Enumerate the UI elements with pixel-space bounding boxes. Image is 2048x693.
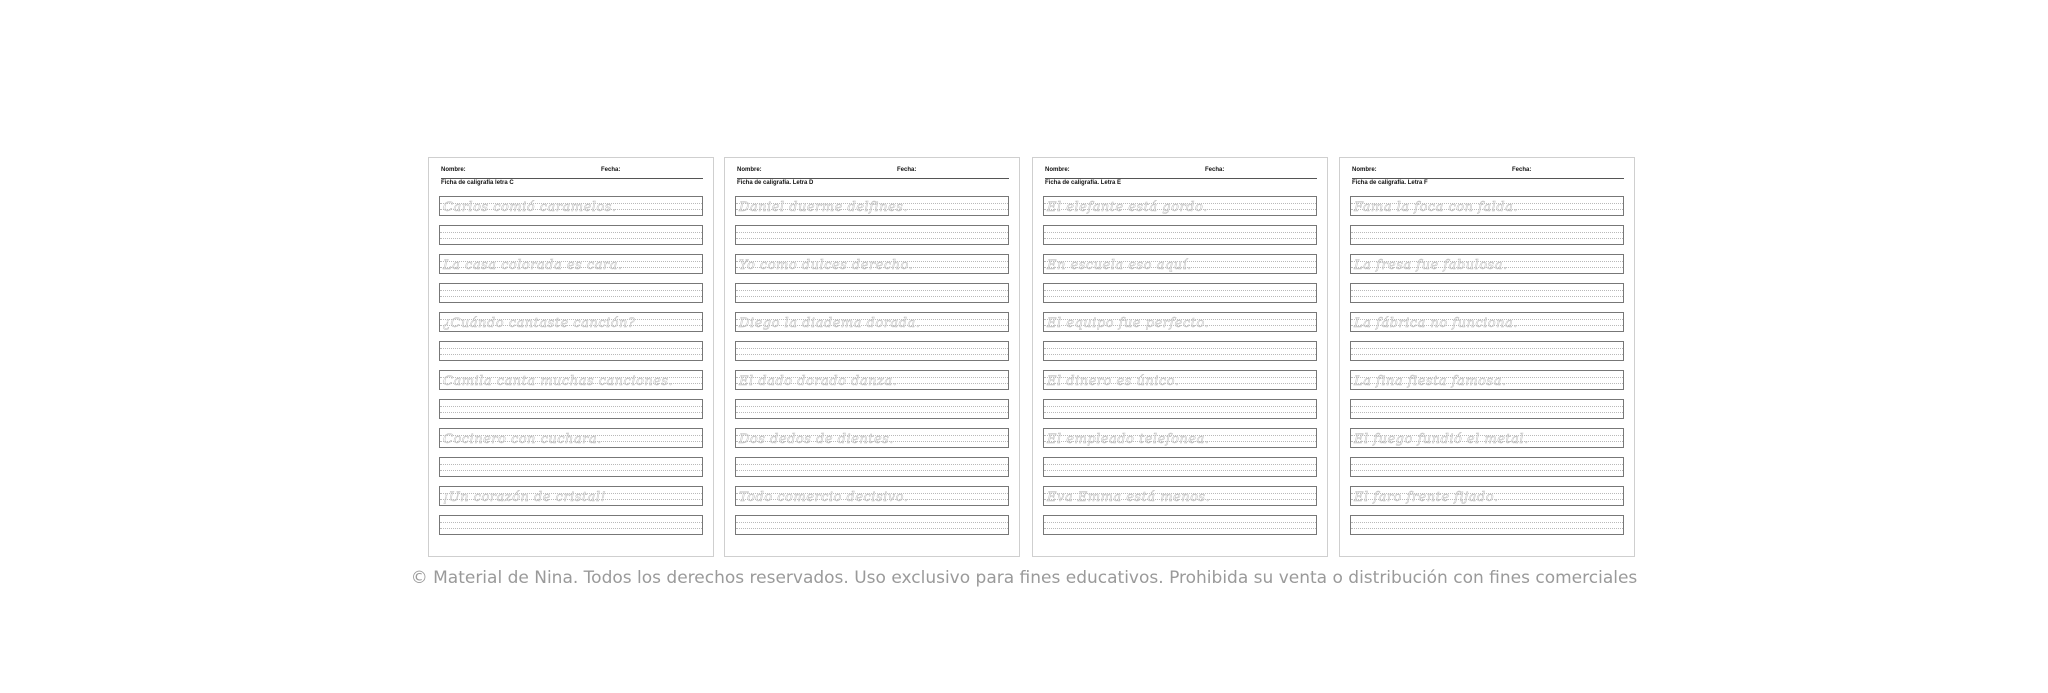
sheet-title: Ficha de caligrafía. Letra F [1352, 180, 1428, 186]
writing-line [439, 312, 703, 332]
tracing-sentence: Dos dedos de dientes. [739, 432, 894, 447]
tracing-sentence: Eva Emma está menos. [1047, 490, 1211, 505]
tracing-sentence: La fresa fue fabulosa. [1354, 258, 1508, 273]
writing-line [1350, 225, 1624, 245]
tracing-sentence: Carlos comió caramelos. [443, 200, 617, 215]
worksheet-e [1032, 157, 1328, 557]
writing-line [735, 225, 1009, 245]
writing-line [439, 225, 703, 245]
writing-line [735, 283, 1009, 303]
writing-line [735, 457, 1009, 477]
tracing-sentence: La fábrica no funciona. [1354, 316, 1518, 331]
writing-line [439, 457, 703, 477]
tracing-sentence: El equipo fue perfecto. [1047, 316, 1210, 331]
tracing-sentence: El faro frente fijado. [1354, 490, 1499, 505]
tracing-sentence: El empleado telefonea. [1047, 432, 1210, 447]
sheet-header [737, 164, 1009, 179]
tracing-sentence: El dinero es único. [1047, 374, 1180, 389]
worksheet-f [1339, 157, 1635, 557]
writing-line [735, 312, 1009, 332]
writing-line [439, 341, 703, 361]
tracing-sentence: Fama la foca con falda. [1354, 200, 1518, 215]
tracing-sentence: En escuela eso aquí. [1047, 258, 1192, 273]
sheet-title: Ficha de caligrafía. Letra E [1045, 180, 1122, 186]
writing-line [735, 196, 1009, 216]
writing-line [1350, 283, 1624, 303]
writing-line [1043, 196, 1317, 216]
tracing-sentence: Cocinero con cuchara. [443, 432, 602, 447]
date-label: Fecha: [1512, 167, 1532, 173]
writing-line [1043, 486, 1317, 506]
writing-line [1043, 283, 1317, 303]
worksheet-c [428, 157, 714, 557]
writing-line [735, 341, 1009, 361]
writing-line [1350, 254, 1624, 274]
name-label: Nombre: [737, 167, 762, 173]
writing-lines [1043, 196, 1317, 544]
writing-line [1350, 196, 1624, 216]
sheet-header [441, 164, 703, 179]
writing-line [1350, 515, 1624, 535]
tracing-sentence: Diego la diadema dorada. [739, 316, 921, 331]
writing-line [1350, 457, 1624, 477]
tracing-sentence: ¡Un corazón de cristal! [443, 490, 607, 505]
writing-lines [1350, 196, 1624, 544]
sheet-title: Ficha de caligrafía. Letra D [737, 180, 814, 186]
writing-line [735, 370, 1009, 390]
tracing-sentence: Yo como dulces derecho. [739, 258, 914, 273]
tracing-sentence: Daniel duerme delfines. [739, 200, 908, 215]
writing-line [1043, 254, 1317, 274]
writing-line [1350, 312, 1624, 332]
writing-line [735, 399, 1009, 419]
writing-line [439, 370, 703, 390]
writing-line [1350, 428, 1624, 448]
name-label: Nombre: [1045, 167, 1070, 173]
writing-line [1043, 399, 1317, 419]
writing-line [1350, 486, 1624, 506]
writing-line [735, 486, 1009, 506]
tracing-sentence: La casa colorada es cara. [443, 258, 623, 273]
sheet-header [1352, 164, 1624, 179]
writing-lines [735, 196, 1009, 544]
writing-line [1043, 515, 1317, 535]
tracing-sentence: Todo comercio decisivo. [739, 490, 909, 505]
writing-line [439, 515, 703, 535]
date-label: Fecha: [601, 167, 621, 173]
tracing-sentence: El dado dorado danza. [739, 374, 898, 389]
tracing-sentence: La fina fiesta famosa. [1354, 374, 1507, 389]
writing-line [1350, 399, 1624, 419]
writing-line [1043, 225, 1317, 245]
writing-line [439, 283, 703, 303]
writing-line [735, 428, 1009, 448]
writing-line [1043, 457, 1317, 477]
writing-line [735, 254, 1009, 274]
writing-line [439, 399, 703, 419]
tracing-sentence: El fuego fundió el metal. [1354, 432, 1529, 447]
sheet-title: Ficha de caligrafía letra C [441, 180, 514, 186]
tracing-sentence: ¿Cuándo cantaste canción? [443, 316, 636, 331]
writing-line [1043, 428, 1317, 448]
writing-line [439, 196, 703, 216]
date-label: Fecha: [1205, 167, 1225, 173]
writing-line [1043, 370, 1317, 390]
name-label: Nombre: [1352, 167, 1377, 173]
name-label: Nombre: [441, 167, 466, 173]
writing-line [439, 254, 703, 274]
tracing-sentence: Camila canta muchas canciones. [443, 374, 674, 389]
copyright-footer: © Material de Nina. Todos los derechos reservados. Uso exclusivo para fines educativos. Prohibida su venta o distribución con fines comerciales [410, 568, 1638, 588]
writing-line [439, 486, 703, 506]
writing-line [1350, 370, 1624, 390]
writing-line [1043, 341, 1317, 361]
writing-line [439, 428, 703, 448]
worksheet-d [724, 157, 1020, 557]
writing-line [1043, 312, 1317, 332]
tracing-sentence: El elefante está gordo. [1047, 200, 1208, 215]
date-label: Fecha: [897, 167, 917, 173]
writing-lines [439, 196, 703, 544]
writing-line [1350, 341, 1624, 361]
writing-line [735, 515, 1009, 535]
sheet-header [1045, 164, 1317, 179]
